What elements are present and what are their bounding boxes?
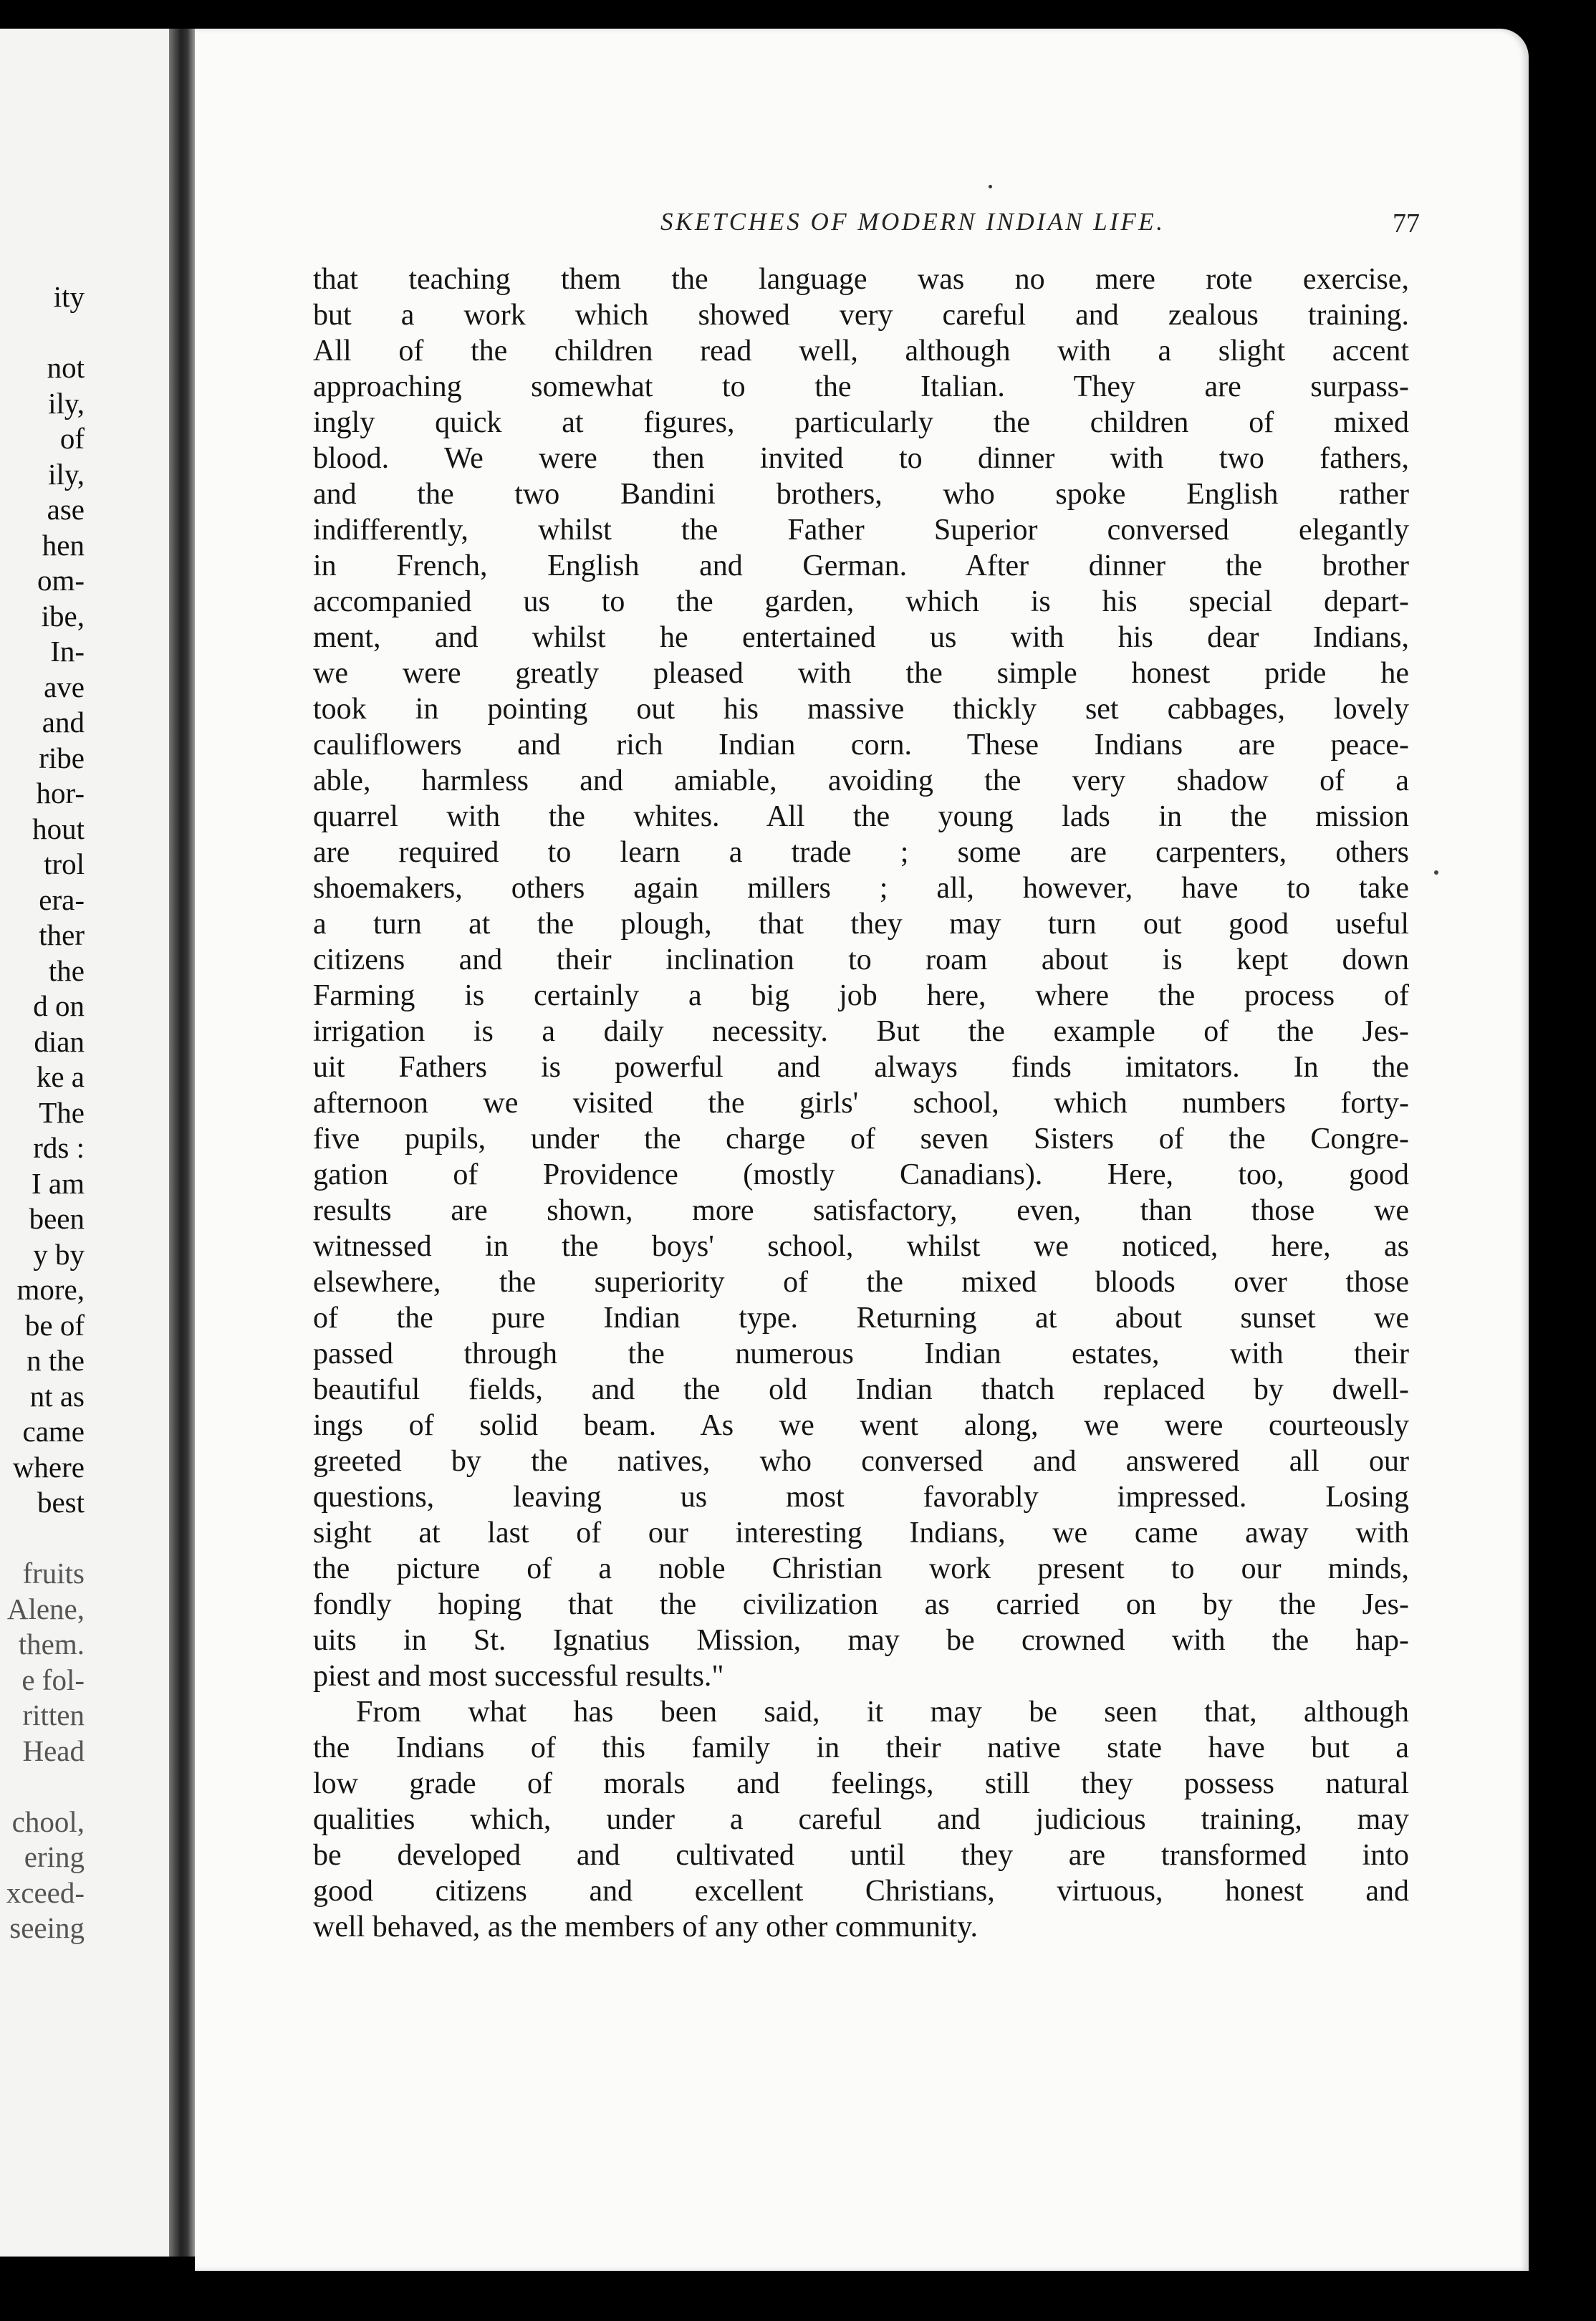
text-line: a turn at the plough, that they may turn out good useful xyxy=(313,908,1409,941)
paragraph-2 xyxy=(313,1694,1409,1945)
facing-page-fragment: The xyxy=(39,1095,85,1129)
text-line: the Indians of this family in their native state have but a xyxy=(313,1731,1409,1764)
facing-page-fragment: hen xyxy=(42,528,85,562)
text-line: blood. We were then invited to dinner with two fathers, xyxy=(313,442,1409,475)
facing-page-fragment: more, xyxy=(16,1273,85,1306)
text-line: shoemakers, others again millers ; all, however, have to take xyxy=(313,872,1409,905)
text-line: approaching somewhat to the Italian. They are surpass- xyxy=(313,370,1409,403)
running-header xyxy=(481,208,1420,244)
body-text xyxy=(313,261,1409,1945)
facing-page-fragment: xceed- xyxy=(6,1875,85,1909)
text-line: passed through the numerous Indian estates, with their xyxy=(313,1337,1409,1370)
facing-page-fragment: d on xyxy=(33,989,85,1022)
facing-page-fragment: ity xyxy=(53,280,85,313)
text-line: able, harmless and amiable, avoiding the very shadow of a xyxy=(313,764,1409,797)
facing-page-fragment: Head xyxy=(22,1734,85,1767)
text-line: quarrel with the whites. All the young lads in the mission xyxy=(313,800,1409,833)
fragment-gap xyxy=(0,1521,85,1557)
text-line: be developed and cultivated until they are transformed into xyxy=(313,1839,1409,1872)
text-line: uits in St. Ignatius Mission, may be crowned with the hap- xyxy=(313,1624,1409,1657)
text-line: cauliflowers and rich Indian corn. These Indians are peace- xyxy=(313,729,1409,761)
text-line: uit Fathers is powerful and always finds imitators. In the xyxy=(313,1051,1409,1084)
text-line: All of the children read well, although with a slight accent xyxy=(313,335,1409,367)
facing-page-fragment: e fol- xyxy=(21,1663,85,1696)
text-line: are required to learn a trade ; some are carpenters, others xyxy=(313,836,1409,869)
facing-page-left xyxy=(0,29,183,2257)
facing-page-fragment: nt as xyxy=(29,1379,85,1413)
facing-page-fragment: rds : xyxy=(33,1131,85,1164)
facing-page-fragment: where xyxy=(12,1450,85,1484)
facing-page-fragment: ering xyxy=(24,1840,85,1873)
facing-page-fragment: ily, xyxy=(48,457,85,491)
text-line: gation of Providence (mostly Canadians). Here, too, good xyxy=(313,1158,1409,1191)
text-line: beautiful fields, and the old Indian thatch replaced by dwell- xyxy=(313,1373,1409,1406)
facing-page-fragment: y by xyxy=(33,1237,85,1271)
facing-page-fragment: and xyxy=(42,706,85,739)
facing-page-fragment: I am xyxy=(32,1166,85,1200)
facing-page-fragment: ily, xyxy=(48,386,85,420)
facing-page-fragment: ther xyxy=(39,918,85,951)
text-line: witnessed in the boys' school, whilst we noticed, here, as xyxy=(313,1230,1409,1263)
facing-page-fragment: hor- xyxy=(36,777,85,809)
text-line: qualities which, under a careful and judicious training, may xyxy=(313,1803,1409,1836)
facing-page-fragment: came xyxy=(22,1415,85,1448)
facing-page-fragment: n the xyxy=(27,1344,85,1377)
facing-page-fragment: the xyxy=(48,953,85,987)
page-number: 77 xyxy=(1393,208,1420,239)
facing-page-fragment: them. xyxy=(18,1628,85,1661)
facing-page-fragment: ase xyxy=(47,493,85,526)
running-title: SKETCHES OF MODERN INDIAN LIFE. xyxy=(660,208,1165,236)
scan-speck xyxy=(989,185,992,188)
text-line: ings of solid beam. As we went along, we were courteously xyxy=(313,1409,1409,1442)
text-line: elsewhere, the superiority of the mixed bloods over those xyxy=(313,1266,1409,1299)
text-line: results are shown, more satisfactory, even, than those we xyxy=(313,1194,1409,1227)
text-line: sight at last of our interesting Indians, we came away with xyxy=(313,1517,1409,1549)
paragraph-1 xyxy=(313,261,1409,1694)
facing-page-fragment: Alene, xyxy=(6,1592,85,1625)
text-line: accompanied us to the garden, which is his special depart- xyxy=(313,585,1409,618)
facing-page-fragment: been xyxy=(29,1202,85,1235)
facing-page-fragment: era- xyxy=(39,883,85,916)
text-line: From what has been said, it may be seen that, although xyxy=(356,1696,1409,1729)
facing-page-fragment: seeing xyxy=(9,1911,85,1944)
facing-page-fragment: hout xyxy=(32,812,85,845)
facing-page-fragment: chool, xyxy=(11,1805,85,1838)
facing-page-fragment: om- xyxy=(37,564,85,597)
text-line: citizens and their inclination to roam about is kept down xyxy=(313,943,1409,976)
facing-page-fragment: ke a xyxy=(36,1060,85,1093)
facing-page-fragment: ave xyxy=(44,670,85,703)
text-line: but a work which showed very careful and zealous training. xyxy=(313,299,1409,332)
book-page xyxy=(195,29,1529,2271)
facing-page-fragment: of xyxy=(59,422,85,455)
text-line: well behaved, as the members of any other community. xyxy=(313,1911,978,1943)
text-line: piest and most successful results." xyxy=(313,1660,724,1693)
facing-page-fragment: trol xyxy=(44,847,85,880)
text-line: that teaching them the language was no mere rote exercise, xyxy=(313,263,1409,296)
fragment-gap xyxy=(0,315,85,351)
facing-page-text-fragments xyxy=(0,279,85,1946)
scan-speck xyxy=(1434,870,1438,875)
text-line: afternoon we visited the girls' school, which numbers forty- xyxy=(313,1087,1409,1120)
text-line: we were greatly pleased with the simple honest pride he xyxy=(313,657,1409,690)
text-line: ingly quick at figures, particularly the children of mixed xyxy=(313,406,1409,439)
facing-page-fragment: ribe xyxy=(39,741,85,774)
book-gutter xyxy=(169,29,195,2257)
text-line: in French, English and German. After dinner the brother xyxy=(313,549,1409,582)
text-line: indifferently, whilst the Father Superior conversed elegantly xyxy=(313,514,1409,547)
text-line: questions, leaving us most favorably impressed. Losing xyxy=(313,1481,1409,1514)
facing-page-fragment: dian xyxy=(34,1024,85,1058)
facing-page-fragment: be of xyxy=(24,1308,85,1342)
text-line: low grade of morals and feelings, still they possess natural xyxy=(313,1767,1409,1800)
text-line: greeted by the natives, who conversed and answered all our xyxy=(313,1445,1409,1478)
text-line: ment, and whilst he entertained us with his dear Indians, xyxy=(313,621,1409,654)
facing-page-fragment: fruits xyxy=(22,1557,85,1590)
facing-page-fragment: ibe, xyxy=(41,599,85,633)
text-line: and the two Bandini brothers, who spoke English rather xyxy=(313,478,1409,511)
facing-page-fragment: In- xyxy=(50,635,85,668)
text-line: five pupils, under the charge of seven Sisters of the Congre- xyxy=(313,1123,1409,1155)
text-line: fondly hoping that the civilization as carried on by the Jes- xyxy=(313,1588,1409,1621)
fragment-gap xyxy=(0,1769,85,1805)
text-line: of the pure Indian type. Returning at about sunset we xyxy=(313,1302,1409,1335)
facing-page-fragment: best xyxy=(37,1486,85,1519)
text-line: good citizens and excellent Christians, virtuous, honest and xyxy=(313,1875,1409,1908)
text-line: irrigation is a daily necessity. But the example of the Jes- xyxy=(313,1015,1409,1048)
facing-page-fragment: not xyxy=(47,351,85,384)
text-line: took in pointing out his massive thickly set cabbages, lovely xyxy=(313,693,1409,726)
facing-page-fragment: ritten xyxy=(22,1698,85,1731)
text-line: the picture of a noble Christian work present to our minds, xyxy=(313,1552,1409,1585)
text-line: Farming is certainly a big job here, where the process of xyxy=(313,979,1409,1012)
